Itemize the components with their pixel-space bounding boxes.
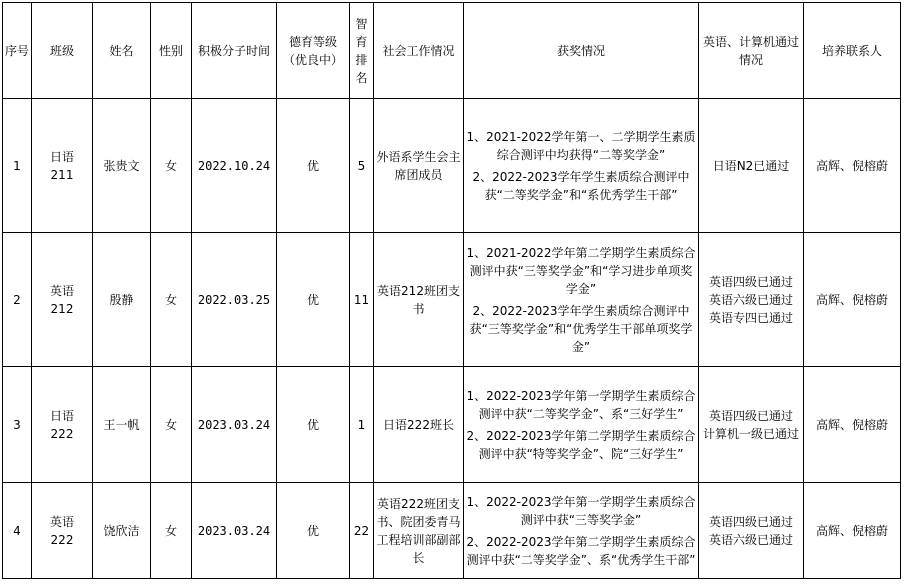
cell-eng-computer (699, 99, 804, 233)
cell-seq: 2 (3, 233, 32, 367)
cell-contact: 高辉、倪榕蔚 (804, 99, 901, 233)
pass-item: 英语六级已通过 (708, 532, 793, 547)
pass-item: 英语专四已通过 (708, 310, 793, 325)
cell-eng-computer (699, 233, 804, 367)
award-item: 1、2021-2022学年第一、二学期学生素质综合测评中均获得“二等奖学金” (466, 129, 696, 162)
cell-contact: 高辉、倪榕蔚 (804, 233, 901, 367)
cell-intellect-rank: 11 (350, 233, 374, 367)
table-row (3, 483, 901, 579)
table-row (3, 233, 901, 367)
award-item: 2、2022-2023学年学生素质综合测评中获“二等奖学金”和“系优秀学生干部” (472, 169, 690, 202)
cell-class (32, 233, 93, 367)
header-eng-computer: 英语、计算机通过情况 (699, 3, 804, 99)
cell-seq: 3 (3, 367, 32, 483)
cell-activist-time: 2022.10.24 (192, 99, 277, 233)
pass-item: 英语六级已通过 (708, 292, 793, 307)
cell-gender: 女 (151, 99, 192, 233)
award-item: 1、2021-2022学年第二学期学生素质综合测评中获“三等奖学金”和“学习进步单项奖学金” (466, 245, 696, 296)
cell-class (32, 483, 93, 579)
cell-moral-grade: 优 (277, 367, 350, 483)
class-major: 日语 (49, 408, 74, 423)
cell-social-work: 英语212班团支书 (374, 233, 464, 367)
cell-name: 张贵文 (93, 99, 151, 233)
pass-item: 日语N2已通过 (712, 158, 790, 173)
cell-social-work: 英语222班团支书、院团委青马工程培训部副部长 (374, 483, 464, 579)
header-activist-time: 积极分子时间 (192, 3, 277, 99)
award-item: 2、2022-2023学年学生素质综合测评中获“三等奖学金”和“优秀学生干部单项奖学金” (469, 303, 693, 354)
cell-activist-time: 2022.03.25 (192, 233, 277, 367)
cell-seq: 4 (3, 483, 32, 579)
cell-name: 饶欣洁 (93, 483, 151, 579)
header-class: 班级 (32, 3, 93, 99)
table-row (3, 367, 901, 483)
class-number: 222 (50, 426, 74, 441)
award-item: 2、2022-2023学年第二学期学生素质综合测评中获“二等奖学金”、系“优秀学生干部” (466, 534, 696, 567)
cell-contact: 高辉、倪榕蔚 (804, 367, 901, 483)
cell-awards (464, 367, 699, 483)
header-awards: 获奖情况 (464, 3, 699, 99)
student-roster-table (2, 2, 901, 579)
cell-awards (464, 483, 699, 579)
pass-item: 英语四级已通过 (708, 408, 793, 423)
header-contact: 培养联系人 (804, 3, 901, 99)
header-name: 姓名 (93, 3, 151, 99)
class-major: 英语 (49, 283, 74, 298)
header-intellect-rank: 智育排名 (350, 3, 374, 99)
class-major: 日语 (49, 149, 74, 164)
cell-activist-time: 2023.03.24 (192, 483, 277, 579)
award-item: 1、2022-2023学年第一学期学生素质综合测评中获“三等奖学金” (466, 494, 696, 527)
cell-eng-computer (699, 367, 804, 483)
class-number: 211 (50, 167, 74, 182)
cell-gender: 女 (151, 367, 192, 483)
cell-name: 王一帆 (93, 367, 151, 483)
pass-item: 英语四级已通过 (708, 514, 793, 529)
header-seq: 序号 (3, 3, 32, 99)
cell-class (32, 99, 93, 233)
award-item: 2、2022-2023学年第二学期学生素质综合测评中获“特等奖学金”、院“三好学生” (466, 428, 696, 461)
cell-contact: 高辉、倪榕蔚 (804, 483, 901, 579)
class-major: 英语 (49, 514, 74, 529)
pass-item: 计算机一级已通过 (702, 426, 799, 441)
class-number: 222 (50, 532, 74, 547)
pass-item: 英语四级已通过 (708, 274, 793, 289)
cell-gender: 女 (151, 233, 192, 367)
cell-moral-grade: 优 (277, 483, 350, 579)
cell-moral-grade: 优 (277, 99, 350, 233)
cell-social-work: 外语系学生会主席团成员 (374, 99, 464, 233)
cell-intellect-rank: 22 (350, 483, 374, 579)
header-moral-grade: 德育等级（优良中） (277, 3, 350, 99)
cell-intellect-rank: 5 (350, 99, 374, 233)
cell-moral-grade: 优 (277, 233, 350, 367)
cell-intellect-rank: 1 (350, 367, 374, 483)
class-number: 212 (50, 301, 74, 316)
table-row (3, 99, 901, 233)
cell-seq: 1 (3, 99, 32, 233)
cell-eng-computer (699, 483, 804, 579)
cell-activist-time: 2023.03.24 (192, 367, 277, 483)
header-social-work: 社会工作情况 (374, 3, 464, 99)
header-row (3, 3, 901, 99)
award-item: 1、2022-2023学年第一学期学生素质综合测评中获“二等奖学金”、系“三好学生” (466, 388, 696, 421)
cell-awards (464, 99, 699, 233)
header-gender: 性别 (151, 3, 192, 99)
cell-awards (464, 233, 699, 367)
cell-gender: 女 (151, 483, 192, 579)
cell-class (32, 367, 93, 483)
cell-name: 殷静 (93, 233, 151, 367)
cell-social-work: 日语222班长 (374, 367, 464, 483)
